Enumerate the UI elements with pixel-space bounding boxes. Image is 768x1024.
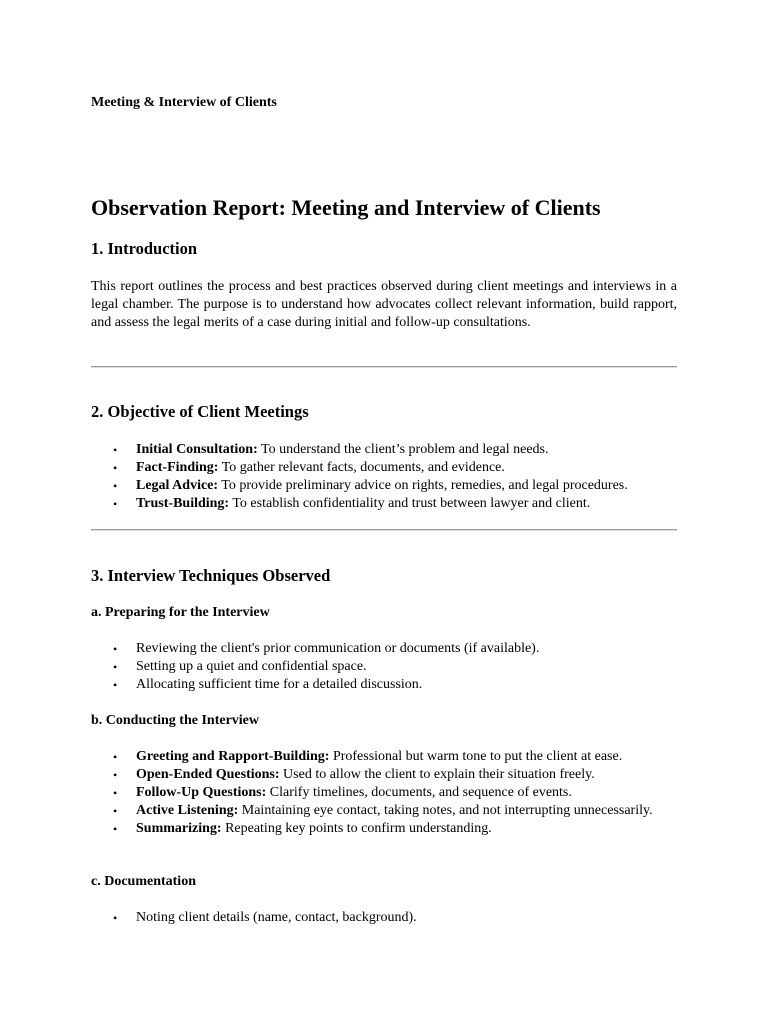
list-item-text: Noting client details (name, contact, background). (136, 910, 417, 925)
bullet-icon: • (113, 443, 118, 457)
list-item (91, 748, 677, 766)
bullet-icon: • (113, 660, 118, 674)
page-header: Meeting & Interview of Clients (91, 95, 277, 110)
list-item-term: Legal Advice: (136, 478, 219, 493)
list-item-text: To understand the client’s problem and legal needs. (257, 442, 549, 457)
document-title: Observation Report: Meeting and Interview of Clients (91, 195, 601, 220)
list-item-term: Trust-Building: (136, 496, 230, 511)
conducting-list (91, 748, 677, 838)
list-item-text: Professional but warm tone to put the client at ease. (329, 749, 623, 764)
list-item (91, 477, 677, 495)
bullet-icon: • (113, 750, 118, 764)
introduction-paragraph: This report outlines the process and best practices observed during client meetings and interviews in a legal chamber. The purpose is to understand how advocates collect relevant information, build rapport, and assess the legal merits of a case during initial and follow-up consultations. (91, 279, 677, 330)
bullet-icon: • (113, 768, 118, 782)
list-item (91, 766, 677, 784)
subsection-heading-preparing: a. Preparing for the Interview (91, 605, 270, 620)
list-item-text: Setting up a quiet and confidential space. (136, 659, 367, 674)
list-item-term: Initial Consultation: (136, 442, 258, 457)
section-divider (91, 529, 677, 531)
list-item-text: Clarify timelines, documents, and sequence of events. (266, 785, 572, 800)
list-item-text: To gather relevant facts, documents, and evidence. (218, 460, 505, 475)
list-item-text: Repeating key points to confirm understanding. (221, 821, 492, 836)
bullet-icon: • (113, 642, 118, 656)
list-item-text: Reviewing the client's prior communication or documents (if available). (136, 641, 540, 656)
section-divider (91, 366, 677, 368)
bullet-icon: • (113, 804, 118, 818)
list-item-term: Fact-Finding: (136, 460, 219, 475)
bullet-icon: • (113, 911, 118, 925)
bullet-icon: • (113, 822, 118, 836)
section-heading-techniques: 3. Interview Techniques Observed (91, 566, 331, 585)
list-item-term: Open-Ended Questions: (136, 767, 280, 782)
section-heading-objective: 2. Objective of Client Meetings (91, 402, 309, 421)
bullet-icon: • (113, 678, 118, 692)
list-item-term: Greeting and Rapport-Building: (136, 749, 330, 764)
list-item-term: Active Listening: (136, 803, 239, 818)
list-item (91, 784, 677, 802)
bullet-icon: • (113, 461, 118, 475)
list-item-text: To establish confidentiality and trust between lawyer and client. (229, 496, 591, 511)
subsection-heading-documentation: c. Documentation (91, 874, 196, 889)
list-item-text: Maintaining eye contact, taking notes, and not interrupting unnecessarily. (238, 803, 653, 818)
list-item (91, 802, 677, 820)
list-item-term: Follow-Up Questions: (136, 785, 267, 800)
bullet-icon: • (113, 497, 118, 511)
list-item (91, 676, 677, 694)
bullet-icon: • (113, 786, 118, 800)
list-item (91, 495, 677, 513)
list-item (91, 820, 677, 838)
list-item-term: Summarizing: (136, 821, 222, 836)
list-item-text: Used to allow the client to explain their situation freely. (279, 767, 595, 782)
list-item (91, 909, 677, 927)
list-item (91, 658, 677, 676)
list-item-text: To provide preliminary advice on rights, remedies, and legal procedures. (218, 478, 628, 493)
documentation-list (91, 909, 677, 927)
list-item (91, 459, 677, 477)
bullet-icon: • (113, 479, 118, 493)
list-item (91, 640, 677, 658)
preparing-list (91, 640, 677, 694)
list-item (91, 441, 677, 459)
subsection-heading-conducting: b. Conducting the Interview (91, 713, 260, 728)
list-item-text: Allocating sufficient time for a detailed discussion. (136, 677, 423, 692)
section-heading-introduction: 1. Introduction (91, 239, 198, 258)
objective-list (91, 441, 677, 513)
